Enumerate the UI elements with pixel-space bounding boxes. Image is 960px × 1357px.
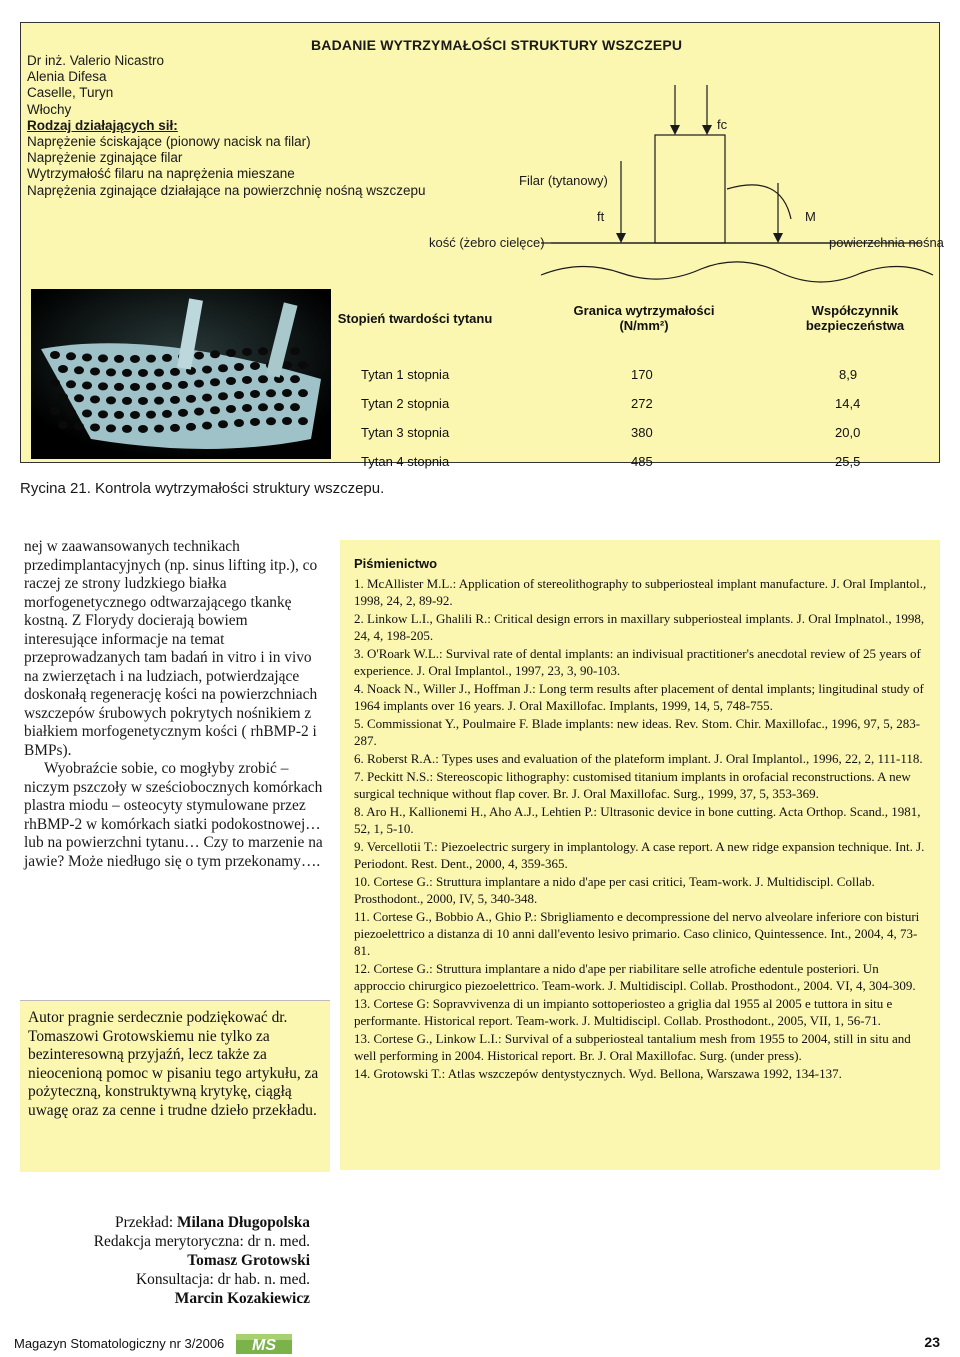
table-header: Współczynnik bezpieczeństwa [805, 303, 905, 333]
mesh-hole [290, 403, 300, 411]
mesh-hole [290, 347, 300, 355]
mesh-hole [242, 348, 252, 356]
mesh-hole [258, 403, 268, 411]
mesh-hole [138, 397, 148, 405]
mesh-hole [226, 405, 236, 413]
table-cell: Tytan 4 stopnia [361, 454, 450, 469]
pillar-shape [655, 135, 725, 243]
mesh-hole [202, 366, 212, 374]
mesh-hole [130, 411, 140, 419]
mesh-hole [154, 425, 164, 433]
mesh-hole [226, 349, 236, 357]
mesh-hole [194, 408, 204, 416]
mesh-hole [186, 395, 196, 403]
mesh-hole [58, 365, 68, 373]
mesh-hole [138, 425, 148, 433]
fc-arrowhead [702, 125, 712, 135]
reference-item: 13. Cortese G: Sopravvivenza di un impianto sottoperiosteo a griglia dal 1955 al 2005 e tuttora in situ e performante. Historical report. Team-work. J. Multidiscipl. Collab. Prosthodont., 2005, VII, 1, 56-71. [354, 996, 893, 1028]
table-row [335, 425, 935, 445]
editor-name: Tomasz Grotowski [187, 1252, 310, 1269]
mesh-hole [258, 347, 268, 355]
page-number: 23 [924, 1334, 940, 1350]
mesh-hole [202, 394, 212, 402]
mesh-hole [98, 354, 108, 362]
reference-item: 3. O'Roark W.L.: Survival rate of dental implants: an indivisual practitioner's anecdotal review of 25 years of experience. J. Oral Implantol., 1997, 23, 3, 90-103. [354, 646, 921, 678]
references-heading: Piśmienictwo [354, 556, 438, 571]
mesh-hole [202, 422, 212, 430]
reference-item: 11. Cortese G., Bobbio A., Ghio P.: Sbrigliamento e decompressione del nervo alveolare inferiore con bisturi piezoelettrico a distanza di 10 anni dall'evento lesivo primario. Caso clinico, Quintessence. Int., 2004, 4, 73-81. [354, 909, 920, 958]
fc-arrowhead [670, 125, 680, 135]
reference-item: 12. Cortese G.: Struttura implantare a nido d'ape per riabilitare selle atrofiche edentule posteriori. Un approccio chirurgico piezoelettrico. Team-work. J. Multidiscipl. Collab. Prosthodont., 2004. VI, 4, 304-309. [354, 961, 916, 993]
mesh-hole [106, 396, 116, 404]
mesh-hole [234, 391, 244, 399]
table-cell: Tytan 3 stopnia [361, 425, 450, 440]
forces-heading: Rodzaj działających sił: [27, 117, 178, 133]
credit-line: Alenia Difesa [27, 69, 107, 85]
surface-wave [541, 262, 933, 282]
mesh-hole [250, 362, 260, 370]
credit-line: Włochy [27, 101, 72, 117]
mesh-hole [234, 419, 244, 427]
mesh-hole [274, 403, 284, 411]
mesh-hole [218, 420, 228, 428]
mesh-hole [98, 410, 108, 418]
force-item: Naprężenie zginające filar [27, 150, 183, 166]
mesh-hole [114, 355, 124, 363]
reference-item: 6. Roberst R.A.: Types uses and evaluation of the plateform implant. J. Oral Implantol., 1996, 22, 2, 111-118. [354, 751, 923, 766]
mesh-hole [234, 363, 244, 371]
mesh-hole [162, 410, 172, 418]
mesh-hole [290, 375, 300, 383]
mesh-hole [66, 352, 76, 360]
body-column [24, 538, 324, 871]
translator-name: Milana Długopolska [177, 1214, 310, 1231]
table-row [335, 367, 935, 387]
mesh-hole [298, 417, 308, 425]
editor-label: Redakcja merytoryczna: dr n. med. [93, 1233, 310, 1250]
consultant-label: Konsultacja: dr hab. n. med. [136, 1271, 310, 1288]
surface-label: powierzchnia nośna [829, 235, 944, 250]
mesh-hole [282, 417, 292, 425]
reference-item: 9. Vercellotii T.: Piezoelectric surgery in implantology. A case report. A new ridge expansion technique. Int. J. Periodont. Rest. Dent., 2000, 4, 359-365. [354, 839, 925, 871]
mesh-hole [170, 424, 180, 432]
mesh-photo [31, 289, 331, 459]
footer-journal: Magazyn Stomatologiczny nr 3/2006 [14, 1336, 225, 1351]
translator-line [30, 1213, 310, 1232]
table-cell: 272 [631, 396, 653, 411]
reference-item: 1. McAllister M.L.: Application of stereolithography to subperiosteal implant manufacture. J. Oral Implantol., 1998, 24, 2, 89-92. [354, 576, 927, 608]
mesh-hole [146, 383, 156, 391]
figure-box [20, 22, 944, 469]
bone-label: kość (żebro cielęce) [429, 235, 545, 250]
reference-item: 4. Noack N., Willer J., Hoffman J.: Long term results after placement of dental implants; lingitudinal study of 1964 implants over 16 years. J. Oral Maxillofac. Implants, 1999, 14, 5, 748-755. [354, 681, 924, 713]
mesh-hole [146, 411, 156, 419]
mesh-hole [58, 421, 68, 429]
mesh-hole [106, 424, 116, 432]
mesh-hole [50, 379, 60, 387]
table-cell: 20,0 [835, 425, 861, 440]
mesh-hole [218, 364, 228, 372]
mesh-hole [186, 423, 196, 431]
mesh-hole [194, 352, 204, 360]
reference-item: 14. Grotowski T.: Atlas wszczepów dentystycznych. Wyd. Bellona, Warszawa 1992, 134-137. [354, 1066, 842, 1081]
fc-label: fc [717, 117, 728, 132]
mesh-hole [266, 417, 276, 425]
reference-item: 10. Cortese G.: Struttura implantare a nido d'ape per casi critici, Team-work. J. Multidiscipl. Collab. Prosthodont., 2000, IV, 5, 340-348. [354, 874, 875, 906]
mesh-hole [82, 409, 92, 417]
mesh-hole [154, 397, 164, 405]
table-cell: 8,9 [839, 367, 858, 382]
table-row [335, 454, 935, 474]
credit-line: Caselle, Turyn [27, 85, 114, 101]
force-item: Wytrzymałość filaru na naprężenia mieszane [27, 166, 295, 182]
mesh-hole [242, 404, 252, 412]
mesh-hole [74, 394, 84, 402]
table-cell: Tytan 1 stopnia [361, 367, 450, 382]
mesh-hole [266, 389, 276, 397]
reference-item: 8. Aro H., Kallionemi H., Aho A.J., Lehtien P.: Ultrasonic device in bone cutting. Acta Orthop. Scand., 1981, 52, 1, 5-10. [354, 804, 921, 836]
mesh-hole [258, 375, 268, 383]
mesh-hole [82, 381, 92, 389]
mesh-hole [122, 369, 132, 377]
ms-logo [236, 1334, 292, 1354]
figure-caption: Rycina 21. Kontrola wytrzymałości struktury wszczepu. [20, 480, 385, 497]
table-cell: 25,5 [835, 454, 861, 469]
table-row [335, 396, 935, 416]
mesh-hole [282, 361, 292, 369]
ms-logo-text: MS [252, 1337, 276, 1354]
mesh-hole [82, 353, 92, 361]
table-header: Granica wytrzymałości (N/mm²) [573, 303, 715, 333]
mesh-hole [210, 378, 220, 386]
translator-label: Przekład: [115, 1214, 174, 1231]
table-cell: 485 [631, 454, 653, 469]
ft-arrowhead [773, 233, 783, 243]
mesh-hole [226, 377, 236, 385]
mesh-hole [74, 366, 84, 374]
consultant-name: Marcin Kozakiewicz [174, 1290, 310, 1307]
mesh-hole [106, 368, 116, 376]
mesh-hole [98, 382, 108, 390]
m-label: M [805, 209, 816, 224]
mesh-hole [90, 423, 100, 431]
translation-credits [30, 1213, 310, 1308]
mesh-hole [194, 380, 204, 388]
force-item: Naprężenia zginające działające na powierzchnię nośną wszczepu [27, 182, 426, 198]
table-header-row [335, 303, 935, 337]
table-cell: 14,4 [835, 396, 861, 411]
mesh-hole [170, 368, 180, 376]
mesh-hole [178, 409, 188, 417]
acknowledgement-box [20, 1000, 330, 1172]
mesh-hole [210, 406, 220, 414]
mesh-hole [250, 390, 260, 398]
mesh-hole [298, 389, 308, 397]
mesh-hole [242, 376, 252, 384]
mesh-hole [90, 367, 100, 375]
mesh-hole [218, 392, 228, 400]
mesh-hole [58, 393, 68, 401]
ft-label: ft [597, 209, 605, 224]
table-cell: 380 [631, 425, 653, 440]
table-cell: Tytan 2 stopnia [361, 396, 450, 411]
mesh-hole [250, 418, 260, 426]
reference-item: 13. Cortese G., Linkow L.I.: Survival of a subperiosteal tantalium mesh from 1955 to 2004, still in situ and well performing in 2004. Historical report. Br. J. Oral Maxillofac. Surg. (under press). [354, 1031, 911, 1063]
mesh-hole [90, 395, 100, 403]
moment-arc [727, 185, 791, 219]
mesh-hole [66, 380, 76, 388]
reference-item: 2. Linkow L.I., Ghalili R.: Critical design errors in maxillary subperiosteal implants. J. Oral Implnatol., 1998, 24, 4, 198-205. [354, 611, 925, 643]
references-list [354, 575, 932, 1082]
table-cell: 170 [631, 367, 653, 382]
credit-line: Dr inż. Valerio Nicastro [27, 53, 165, 68]
pillar-label: Filar (tytanowy) [519, 173, 608, 188]
mesh-hole [50, 407, 60, 415]
mesh-illustration [31, 289, 331, 459]
mesh-hole [122, 425, 132, 433]
mesh-hole [210, 350, 220, 358]
table-header: Stopień twardości tytanu [337, 311, 493, 326]
mesh-hole [114, 411, 124, 419]
mesh-hole [66, 408, 76, 416]
mesh-hole [178, 381, 188, 389]
body-paragraph: Wyobraźcie sobie, co mogłyby zrobić – niczym pszczoły w sześciobocznych komórkach plastra miodu – osteocyty stymulowane przez rhBMP-2 w komórkach siatki podokostnowej… lub na powierzchni tytanu… Czy to marzenie na jawie? Może niedługo się o tym przekonamy…. [24, 760, 323, 870]
mesh-hole [130, 383, 140, 391]
ft-arrowhead [616, 233, 626, 243]
mesh-hole [74, 422, 84, 430]
body-paragraph: nej w zaawansowanych technikach przedimplantacyjnych (np. sinus lifting itp.), co raczej ze strony ludzkiego białka morfogenetycznego odtwarzającego tkankę kostną. Z Florydy docierają bowiem interesujące informacje na temat przeprowadzanych tam badań in vitro i in vivo na zwierzętach i na ludziach, potwierdzające doskonałą regenerację kości na powierzchniach wszczepów śrubowych pokrytych nośnikiem z białkiem morfogenetycznym kości ( rhBMP-2 i BMPs). [24, 538, 318, 759]
reference-item: 7. Peckitt N.S.: Stereoscopic lithography: customised titanium implants in orofacial reconstructions. A new surgical technique without flap cover. Br. J. Oral Maxillofac. Surg., 1999, 37, 5, 353-369. [354, 769, 911, 801]
mesh-hole [162, 354, 172, 362]
mesh-hole [162, 382, 172, 390]
force-item: Naprężenie ściskające (pionowy nacisk na filar) [27, 134, 311, 150]
mesh-hole [138, 369, 148, 377]
references-box [340, 540, 940, 1170]
mesh-hole [170, 396, 180, 404]
mesh-hole [154, 369, 164, 377]
acknowledgement-text: Autor pragnie serdecznie podziękować dr. Tomaszowi Grotowskiemu nie tylko za bezinteresowną przyjaźń, lecz także za nieocenioną pomoc w pisaniu tego artykułu, za pożyteczną, konstruktywną krytykę, ciągłą uwagę oraz za cenne i trudne dzieło przekładu. [28, 1009, 319, 1119]
reference-item: 5. Commissionat Y., Poulmaire F. Blade implants: new ideas. Rev. Stom. Chir. Maxillofac., 1996, 97, 5, 283-287. [354, 716, 921, 748]
figure-title: BADANIE WYTRZYMAŁOŚCI STRUKTURY WSZCZEPU [311, 37, 683, 53]
mesh-hole [130, 355, 140, 363]
mesh-hole [282, 389, 292, 397]
mesh-hole [50, 351, 60, 359]
mesh-hole [122, 397, 132, 405]
mesh-hole [146, 355, 156, 363]
mesh-hole [298, 361, 308, 369]
mesh-hole [114, 383, 124, 391]
